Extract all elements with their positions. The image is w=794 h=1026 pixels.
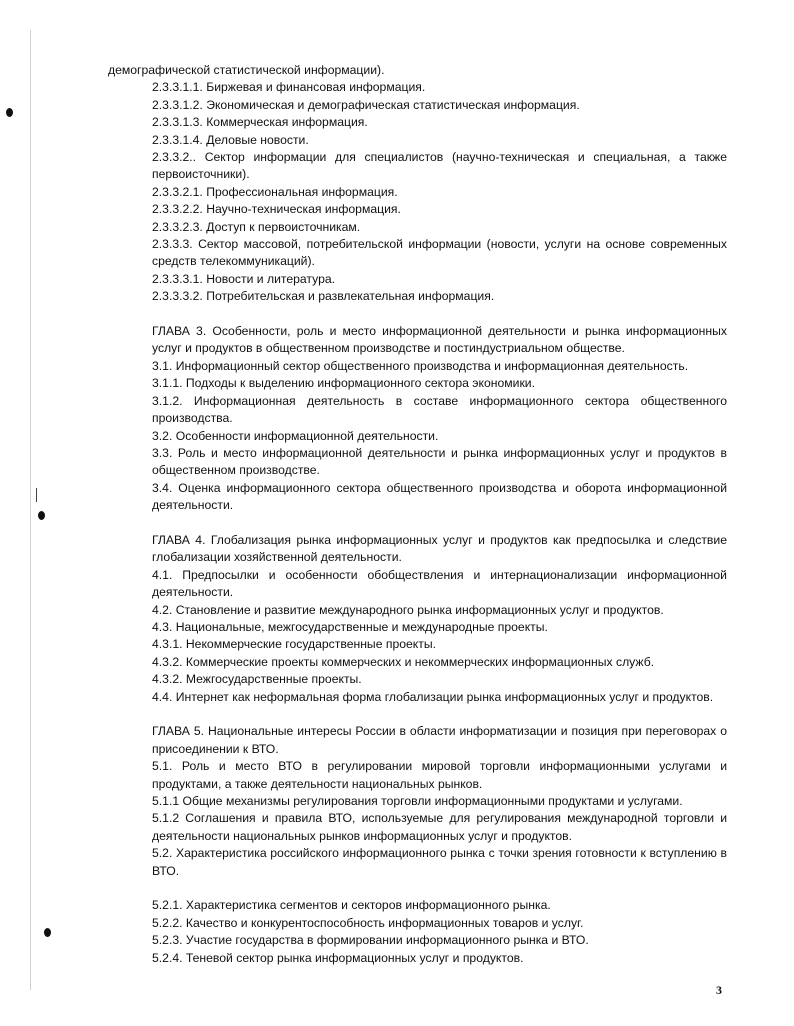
paragraph-gap [108,306,727,323]
toc-line: 5.2.2. Качество и конкурентоспособность информационных товаров и услуг. [152,915,584,930]
punch-hole-mark [38,511,45,520]
toc-line: 2.3.3.1.1. Биржевая и финансовая информация. [152,80,426,95]
toc-line: 2.3.3.3. Сектор массовой, потребительской информации (новости, услуги на основе современных средств телекоммуникаций). [152,237,727,269]
toc-line: 2.3.3.2.1. Профессиональная информация. [152,184,398,199]
toc-line: 3.1.2. Информационная деятельность в составе информационного сектора общественного производства. [152,393,727,426]
toc-line: 5.2. Характеристика российского информационного рынка с точки зрения готовности к вступлению в ВТО. [152,846,727,878]
document-body [108,62,727,967]
page-number: 3 [716,983,722,997]
toc-line: 3.2. Особенности информационной деятельности. [152,428,439,443]
toc-line: 5.2.1. Характеристика сегментов и секторов информационного рынка. [152,898,551,913]
toc-line: 5.1. Роль и место ВТО в регулировании мировой торговли информационными услугами и продуктами, а также деятельности национальных рынков. [152,759,727,791]
toc-line: ГЛАВА 3. Особенности, роль и место информационной деятельности и рынка информационных услуг и продуктов в общественном производстве и постиндустриальном обществе. [152,324,727,356]
toc-line: 4.3. Национальные, межгосударственные и международные проекты. [152,619,548,634]
toc-line: 5.1.1 Общие механизмы регулирования торговли информационными продуктами и услугами. [152,794,683,809]
paragraph-gap [108,706,727,723]
toc-line: 2.3.3.2.. Сектор информации для специалистов (научно-техническая и специальная, а также первоисточники). [152,150,727,182]
toc-line: 4.2. Становление и развитие международного рынка информационных услуг и продуктов. [152,602,664,617]
toc-line: 2.3.3.1.2. Экономическая и демографическая статистическая информация. [152,97,580,112]
toc-line: 2.3.3.2.3. Доступ к первоисточникам. [152,219,361,234]
paragraph-gap [108,515,727,532]
toc-line: 4.3.1. Некоммерческие государственные проекты. [152,637,436,652]
toc-line: 3.3. Роль и место информационной деятельности и рынка информационных услуг и продуктов в общественном производстве. [152,445,727,478]
punch-hole-mark [44,928,51,937]
scan-artifact-mark [36,488,37,502]
toc-line: 5.2.4. Теневой сектор рынка информационных услуг и продуктов. [152,950,524,965]
toc-line: 2.3.3.2.2. Научно-техническая информация. [152,202,401,217]
punch-hole-mark [6,108,13,117]
toc-line: 2.3.3.1.3. Коммерческая информация. [152,115,368,130]
toc-line: 4.4. Интернет как неформальная форма глобализации рынка информационных услуг и продуктов. [152,689,714,704]
toc-line: 4.1. Предпосылки и особенности обобществления и интернационализации информационной деятельности. [152,567,727,600]
toc-line: 2.3.3.3.2. Потребительская и развлекательная информация. [152,289,495,304]
toc-line: 3.4. Оценка информационного сектора общественного производства и оборота информационной деятельности. [152,480,727,513]
toc-line: 5.1.2 Соглашения и правила ВТО, используемые для регулирования международной торговли и деятельности национальных рынков информационных услуг и продуктов. [152,811,727,843]
toc-line: 2.3.3.3.1. Новости и литература. [152,271,336,286]
toc-line: 4.3.2. Коммерческие проекты коммерческих и некоммерческих информационных служб. [152,654,655,669]
toc-line: 4.3.2. Межгосударственные проекты. [152,672,362,687]
toc-line: 5.2.3. Участие государства в формировании информационного рынка и ВТО. [152,933,589,948]
toc-line: 3.1. Информационный сектор общественного производства и информационная деятельность. [152,358,689,373]
toc-line: 2.3.3.1.4. Деловые новости. [152,132,309,147]
toc-line: демографической статистической информации). [108,63,385,77]
toc-line: ГЛАВА 5. Национальные интересы России в области информатизации и позиция при переговорах о присоединении к ВТО. [152,724,727,756]
toc-line: 3.1.1. Подходы к выделению информационного сектора экономики. [152,376,535,391]
toc-line: ГЛАВА 4. Глобализация рынка информационных услуг и продуктов как предпосылка и следствие глобализации хозяйственной деятельности. [152,532,727,565]
scan-edge-line [30,30,31,990]
paragraph-gap [108,880,727,897]
